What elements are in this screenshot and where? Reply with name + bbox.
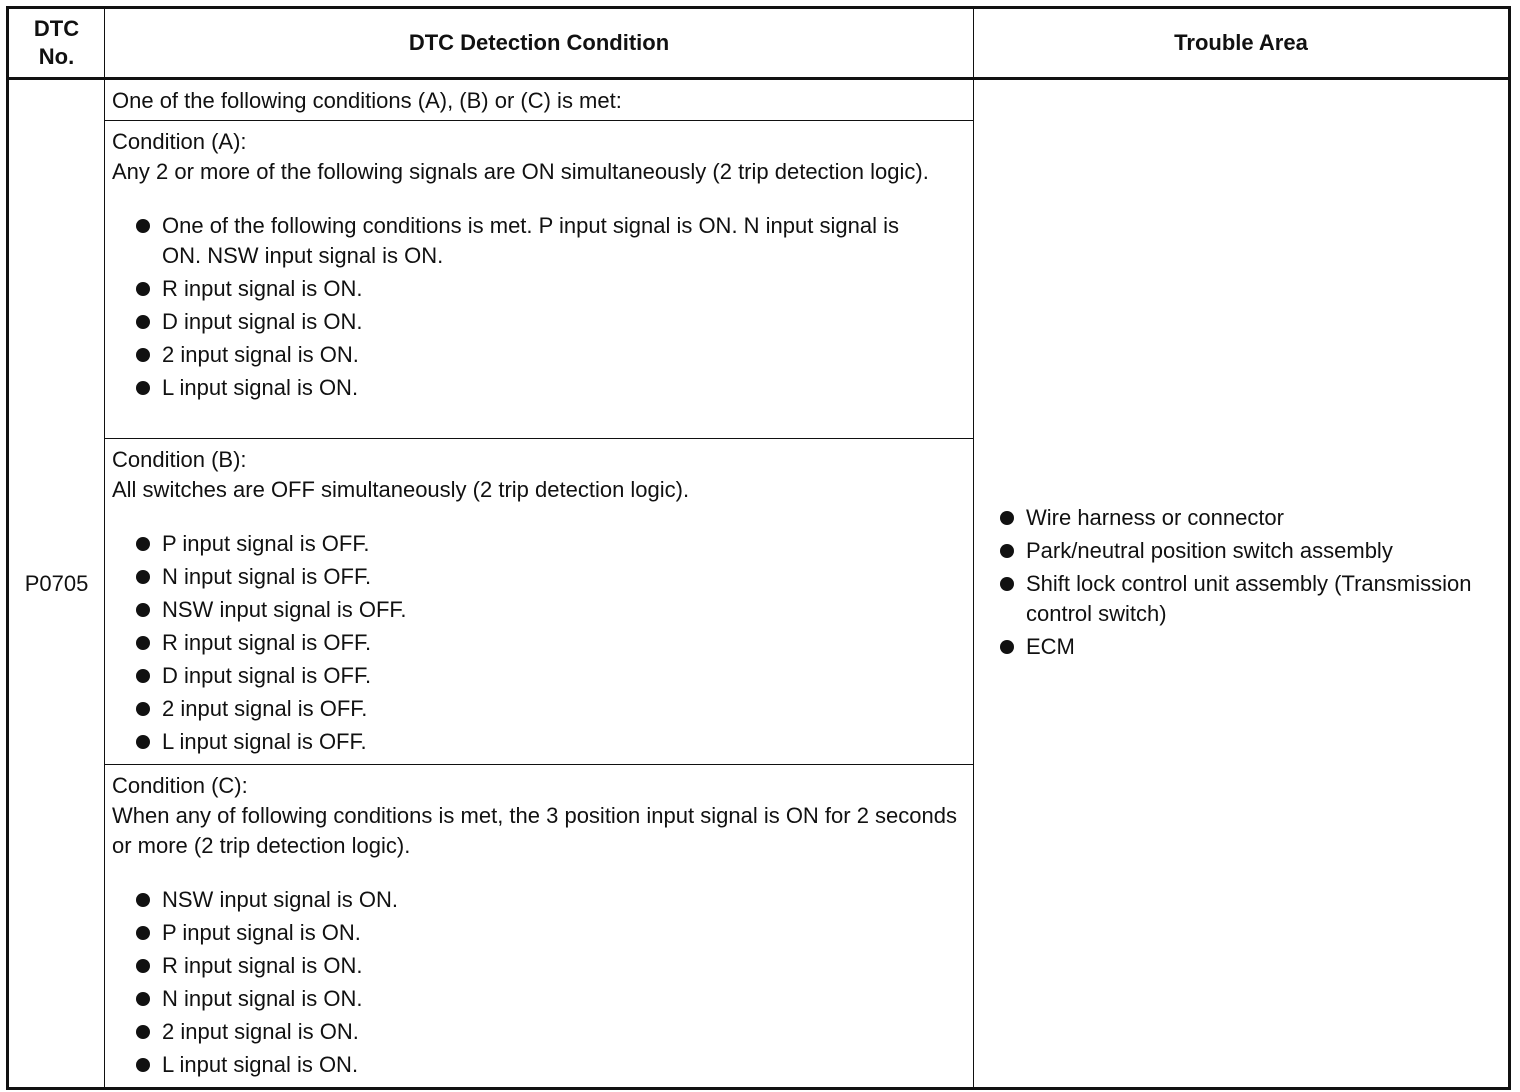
list-item: 2 input signal is ON. bbox=[130, 340, 965, 370]
dtc-table bbox=[6, 6, 1511, 1090]
header-trouble-area: Trouble Area bbox=[974, 8, 1510, 79]
list-item: R input signal is ON. bbox=[130, 274, 965, 304]
list-item: L input signal is OFF. bbox=[130, 727, 965, 757]
list-item: NSW input signal is OFF. bbox=[130, 595, 965, 625]
intro-text: One of the following conditions (A), (B) or (C) is met: bbox=[105, 79, 974, 121]
header-dtc-no: DTC No. bbox=[8, 8, 105, 79]
condition-a-description: Any 2 or more of the following signals are ON simultaneously (2 trip detection logic). bbox=[112, 159, 929, 184]
list-item: Shift lock control unit assembly (Transmission control switch) bbox=[994, 569, 1500, 629]
condition-c-cell bbox=[105, 765, 974, 1089]
list-item: L input signal is ON. bbox=[130, 373, 965, 403]
trouble-area-cell bbox=[974, 79, 1510, 1089]
list-item: D input signal is ON. bbox=[130, 307, 965, 337]
table-header-row bbox=[8, 8, 1510, 79]
list-item: Wire harness or connector bbox=[994, 503, 1500, 533]
list-item: Park/neutral position switch assembly bbox=[994, 536, 1500, 566]
list-item: P input signal is OFF. bbox=[130, 529, 965, 559]
list-item: P input signal is ON. bbox=[130, 918, 965, 948]
list-item: N input signal is OFF. bbox=[130, 562, 965, 592]
intro-row bbox=[8, 79, 1510, 121]
header-detection-condition: DTC Detection Condition bbox=[105, 8, 974, 79]
condition-b-title: Condition (B): bbox=[112, 447, 247, 472]
condition-b-description: All switches are OFF simultaneously (2 trip detection logic). bbox=[112, 477, 690, 502]
list-item: D input signal is OFF. bbox=[130, 661, 965, 691]
condition-b-cell bbox=[105, 439, 974, 765]
dtc-code: P0705 bbox=[8, 79, 105, 1089]
list-item: 2 input signal is OFF. bbox=[130, 694, 965, 724]
list-item: 2 input signal is ON. bbox=[130, 1017, 965, 1047]
condition-c-description: When any of following conditions is met, the 3 position input signal is ON for 2 seconds or more (2 trip detection logic). bbox=[112, 803, 958, 858]
list-item: R input signal is OFF. bbox=[130, 628, 965, 658]
list-item: One of the following conditions is met. P input signal is ON. N input signal is ON. NSW input signal is ON. bbox=[130, 211, 965, 271]
condition-a-list bbox=[112, 211, 965, 403]
list-item: NSW input signal is ON. bbox=[130, 885, 965, 915]
condition-c-title: Condition (C): bbox=[112, 773, 248, 798]
list-item: L input signal is ON. bbox=[130, 1050, 965, 1080]
list-item: R input signal is ON. bbox=[130, 951, 965, 981]
condition-b-list bbox=[112, 529, 965, 757]
condition-a-title: Condition (A): bbox=[112, 129, 247, 154]
list-item: N input signal is ON. bbox=[130, 984, 965, 1014]
condition-a-cell bbox=[105, 121, 974, 439]
condition-c-list bbox=[112, 885, 965, 1080]
list-item: ECM bbox=[994, 632, 1500, 662]
trouble-area-list bbox=[994, 503, 1500, 662]
